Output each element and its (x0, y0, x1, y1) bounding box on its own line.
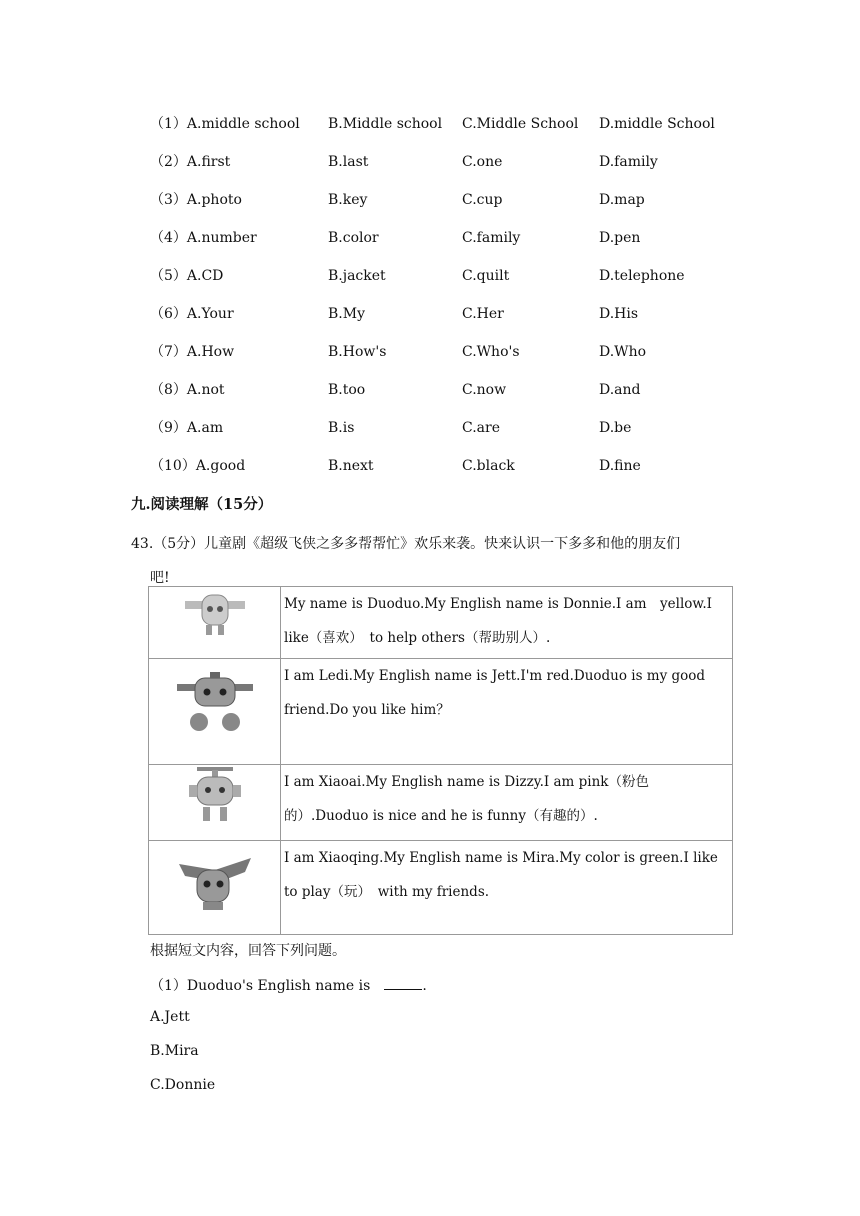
option-a: （7）A.How (150, 344, 235, 360)
option-c: C.cup (462, 192, 503, 208)
option-d: D.middle School (599, 116, 715, 132)
reading-table (148, 586, 733, 935)
option-c: C.Middle School (462, 116, 579, 132)
section-title: 九.阅读理解（15分） (131, 496, 273, 513)
option-d: D.Who (599, 344, 647, 360)
option-d: D.and (599, 382, 641, 398)
option-c: C.black (462, 458, 515, 474)
option-d: D.be (599, 420, 632, 436)
character-text-cell: My name is Duoduo.My English name is Donnie.I am yellow.I like（喜欢） to help others（帮助别人）. (281, 587, 733, 659)
option-c: C.now (462, 382, 507, 398)
answer-blank (384, 977, 422, 990)
option-c: C.Who's (462, 344, 520, 360)
option-a: （1）A.middle school (150, 116, 300, 132)
answer-choice: A.Jett (150, 1009, 190, 1025)
sub-question (150, 975, 427, 995)
sub-question-text: （1）Duoduo's English name is (150, 978, 385, 994)
character-image-cell (149, 765, 281, 841)
option-a: （8）A.not (150, 382, 225, 398)
option-b: B.key (328, 192, 368, 208)
answer-choice: C.Donnie (150, 1077, 216, 1093)
option-d: D.pen (599, 230, 641, 246)
answer-choice: B.Mira (150, 1043, 199, 1059)
option-d: D.fine (599, 458, 641, 474)
option-b: B.How's (328, 344, 387, 360)
option-c: C.quilt (462, 268, 510, 284)
donnie-plane-icon (180, 591, 250, 641)
option-a: （9）A.am (150, 420, 224, 436)
question-intro-line2: 吧! (150, 570, 170, 586)
question-intro-line1: 43.（5分）儿童剧《超级飞侠之多多帮帮忙》欢乐来袭。快来认识一下多多和他的朋友们 (131, 536, 681, 552)
character-image-cell (149, 841, 281, 935)
option-b: B.jacket (328, 268, 386, 284)
option-d: D.telephone (599, 268, 685, 284)
option-b: B.next (328, 458, 374, 474)
sub-question-end: . (422, 978, 427, 994)
option-a: （3）A.photo (150, 192, 242, 208)
question-intro (131, 527, 731, 595)
option-a: （4）A.number (150, 230, 257, 246)
option-c: C.family (462, 230, 521, 246)
option-a: （6）A.Your (150, 306, 234, 322)
option-b: B.last (328, 154, 369, 170)
character-image-cell (149, 659, 281, 765)
option-c: C.are (462, 420, 500, 436)
option-b: B.too (328, 382, 366, 398)
option-b: B.color (328, 230, 379, 246)
jett-plane-icon (175, 672, 255, 738)
character-text-cell: I am Ledi.My English name is Jett.I'm red.Duoduo is my good friend.Do you like him？ (281, 659, 733, 765)
option-b: B.My (328, 306, 365, 322)
option-d: D.His (599, 306, 639, 322)
character-image-cell (149, 587, 281, 659)
dizzy-helicopter-icon (185, 765, 245, 827)
character-text-cell: I am Xiaoai.My English name is Dizzy.I am pink（粉色的）.Duoduo is nice and he is funny（有趣的）. (281, 765, 733, 841)
option-b: B.Middle school (328, 116, 443, 132)
table-row (149, 765, 733, 841)
option-c: C.one (462, 154, 503, 170)
table-row (149, 841, 733, 935)
mira-plane-icon (175, 848, 255, 914)
option-c: C.Her (462, 306, 504, 322)
option-b: B.is (328, 420, 355, 436)
option-d: D.family (599, 154, 658, 170)
character-text-cell: I am Xiaoqing.My English name is Mira.My color is green.I like to play（玩） with my friends. (281, 841, 733, 935)
option-a: （5）A.CD (150, 268, 224, 284)
option-a: （2）A.first (150, 154, 231, 170)
table-row (149, 659, 733, 765)
option-a: （10）A.good (150, 458, 246, 474)
question-prompt: 根据短文内容，回答下列问题。 (150, 943, 346, 959)
option-d: D.map (599, 192, 645, 208)
table-row (149, 587, 733, 659)
